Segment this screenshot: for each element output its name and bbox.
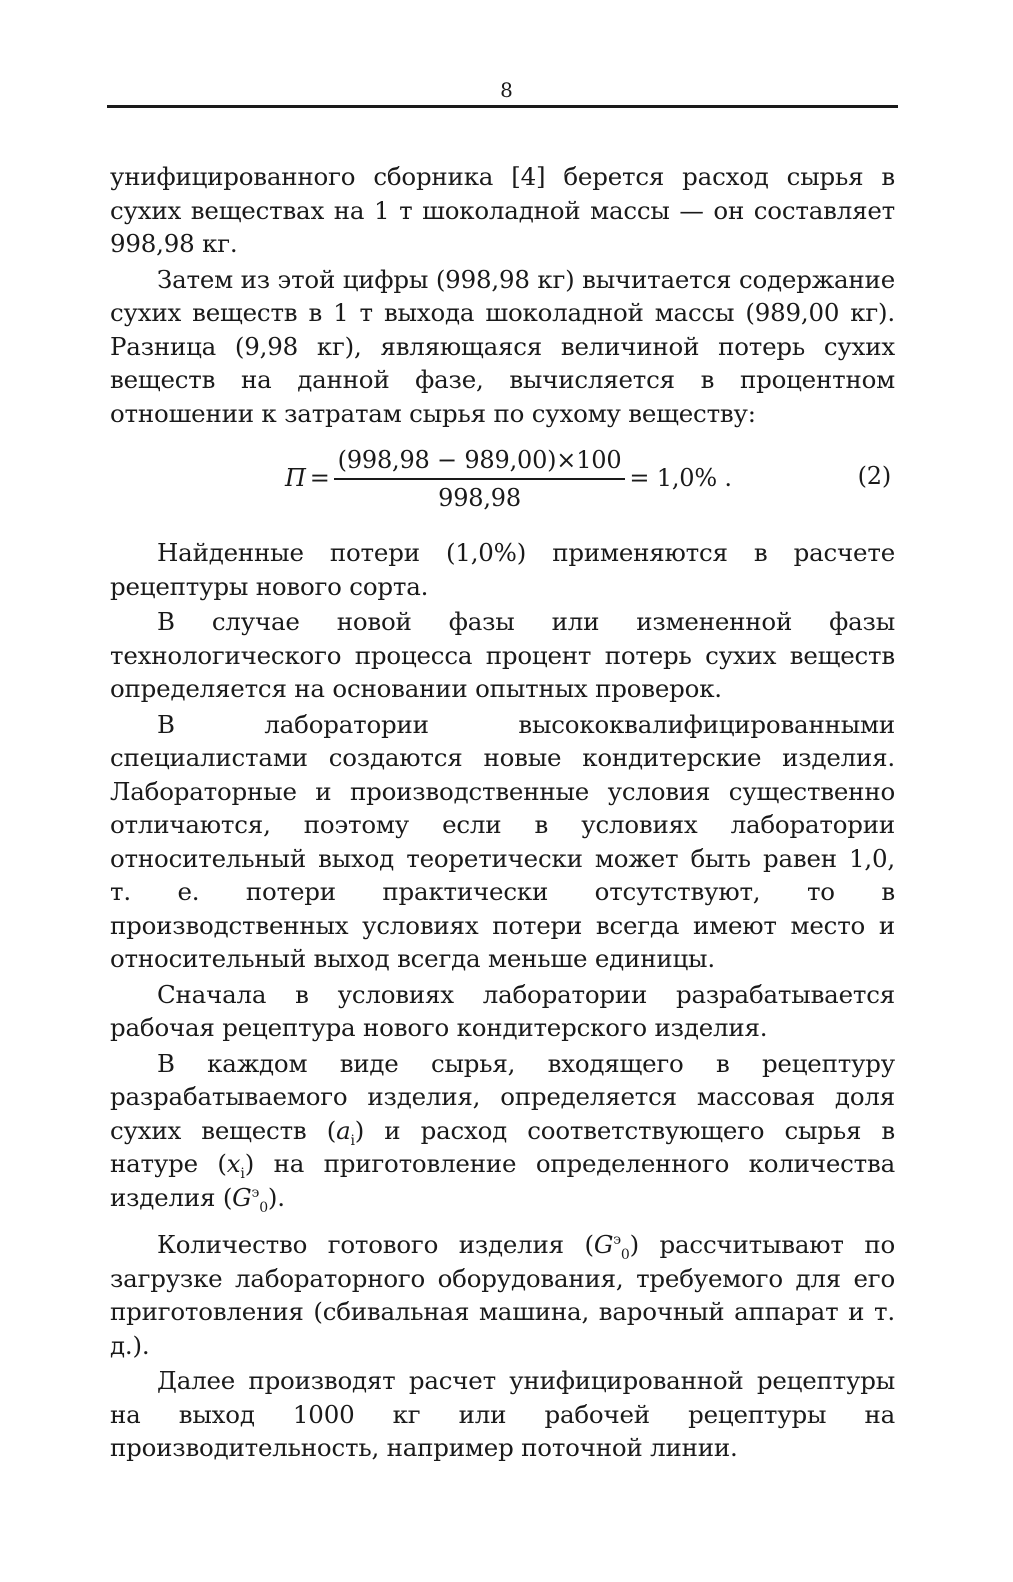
- formula-numerator: (998,98 − 989,00)×100: [334, 444, 626, 480]
- paragraph-6: Сначала в условиях лаборатории разрабатывается рабочая рецептура нового кондитерского изделия.: [110, 979, 895, 1042]
- paragraph-3: Найденные потери (1,0%) применяются в расчете рецептуры нового сорта.: [110, 538, 895, 601]
- formula-lhs: П: [285, 464, 306, 493]
- var-a-subscript: i: [350, 1132, 355, 1149]
- var-g-superscript: э: [613, 1231, 621, 1248]
- formula-result: = 1,0% .: [629, 464, 732, 493]
- var-g-subscript: 0: [620, 1246, 630, 1263]
- var-g: G: [593, 1230, 614, 1259]
- var-g-superscript: э: [251, 1184, 260, 1201]
- paragraph-4: В случае новой фазы или измененной фазы технологического процесса процент потерь сухих веществ определяется на основании опытных проверок.: [110, 607, 895, 703]
- var-g-subscript: 0: [259, 1199, 268, 1216]
- page-number: 8: [500, 78, 513, 102]
- p8-text-b: ) рассчитывают по загрузке лабораторного оборудования, требуемого для его приготовления (сбивальная машина, варочный аппарат и т. д.).: [110, 1230, 895, 1360]
- p7-text-a: В каждом виде сырья, входящего в рецептуру разрабатываемого изделия, определяется массовая доля сухих веществ (: [110, 1048, 895, 1145]
- var-a: a: [336, 1115, 351, 1145]
- p7-text-d: ).: [267, 1182, 285, 1212]
- var-x: x: [226, 1149, 241, 1178]
- formula-denominator: 998,98: [438, 484, 521, 512]
- formula-fraction: [334, 444, 626, 514]
- paragraph-5: В лаборатории высококвалифицированными специалистами создаются новые кондитерские изделия. Лабораторные и производственные условия существенно отличаются, поэтому если в условиях лаборатории относительный выход теоретически может быть равен 1,0, т. е. потери практически отсутствуют, то в производственных условиях потери всегда имеют место и относительный выход всегда меньше единицы.: [110, 709, 895, 973]
- header-rule: [107, 105, 898, 108]
- p7-text-b: ) и расход соответствующего сырья в натуре (: [110, 1115, 895, 1178]
- p7-text-c: ) на приготовление определенного количества изделия (: [110, 1149, 895, 1212]
- paragraph-8: [110, 1228, 895, 1362]
- formula-number: (2): [857, 462, 891, 490]
- formula-equals: =: [309, 464, 330, 493]
- paragraph-1: унифицированного сборника [4] берется расход сырья в сухих веществах на 1 т шоколадной массы — он составляет 998,98 кг.: [110, 162, 895, 258]
- paragraph-2: Затем из этой цифры (998,98 кг) вычитается содержание сухих веществ в 1 т выхода шоколадной массы (989,00 кг). Разница (9,98 кг), являющаяся величиной потерь сухих веществ на данной фазе, вычисляется в процентном отношении к затратам сырья по сухому веществу:: [110, 264, 895, 428]
- body-text: [110, 160, 895, 1465]
- p8-text-a: Количество готового изделия (: [157, 1230, 594, 1259]
- var-g: G: [232, 1182, 252, 1212]
- formula-2: [110, 440, 895, 520]
- formula-expression: [285, 444, 732, 514]
- paragraph-7: [110, 1047, 895, 1215]
- paragraph-9: Далее производят расчет унифицированной рецептуры на выход 1000 кг или рабочей рецептуры на производительность, например поточной линии.: [110, 1366, 895, 1462]
- var-x-subscript: i: [240, 1165, 245, 1182]
